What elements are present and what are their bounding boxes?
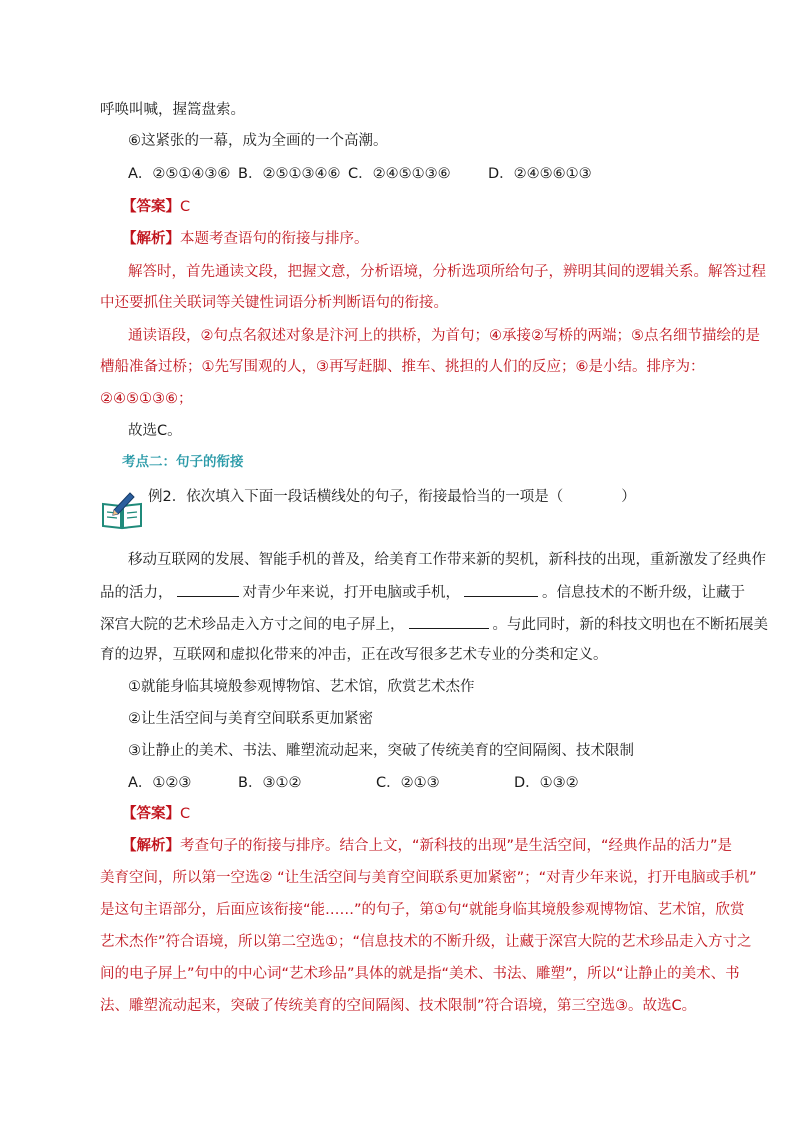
passage-text: 对青少年来说，打开电脑或手机， xyxy=(242,585,460,601)
blank-1 xyxy=(177,581,239,597)
q2-option-a: A．①②③ xyxy=(128,775,192,791)
blank-2 xyxy=(464,581,538,597)
q1-option-c: C．②④⑤①③⑥ xyxy=(348,166,451,182)
answer-value: C xyxy=(180,199,191,215)
q2-analysis-line3: 是这句主语部分，后面应该衔接“能……”的句子，第①句“就能身临其境般参观博物馆、艺术馆，欣赏 xyxy=(100,902,745,918)
blank-3 xyxy=(409,613,489,629)
q1-conclusion: 故选C。 xyxy=(128,423,182,439)
q2-options xyxy=(128,773,748,793)
passage-text: 。与此同时，新的科技文明也在不断拓展美 xyxy=(492,617,768,633)
passage-text: 品的活力， xyxy=(100,585,173,601)
q2-passage-line4: 育的边界，互联网和虚拟化带来的冲击，正在改写很多艺术专业的分类和定义。 xyxy=(100,647,608,663)
q1-options xyxy=(128,164,748,184)
q1-continuation: 呼唤叫喊，握篙盘索。 xyxy=(100,102,245,118)
q2-stem xyxy=(148,487,768,507)
answer-value: C xyxy=(180,806,191,822)
q2-passage-line3 xyxy=(100,613,768,635)
q1-analysis-p1-line2: 中还要抓住关联词等关键性词语分析判断语句的衔接。 xyxy=(100,295,448,311)
analysis-text: 考查句子的衔接与排序。结合上文，“新科技的出现”是生活空间，“经典作品的活力”是 xyxy=(180,838,733,854)
q1-analysis-p2-line3: ②④⑤①③⑥； xyxy=(100,391,193,407)
q2-stem-text: 例2．依次填入下面一段话横线处的句子，衔接最恰当的一项是（ xyxy=(148,489,564,505)
q2-analysis-line4: 艺术杰作”符合语境，所以第二空选①；“信息技术的不断升级，让藏于深宫大院的艺术珍品走入方寸之 xyxy=(100,934,752,950)
analysis-tag: 【解析】 xyxy=(122,838,180,854)
analysis-tag: 【解析】 xyxy=(122,231,180,247)
q2-option-d: D．①③② xyxy=(514,775,579,791)
book-pencil-icon xyxy=(100,490,144,530)
q1-analysis-p1-line1: 解答时，首先通读文段，把握文意，分析语境，分析选项所给句子，辨明其间的逻辑关系。解答过程 xyxy=(128,264,766,280)
answer-tag: 【答案】 xyxy=(122,806,180,822)
q1-item-6: ⑥这紧张的一幕，成为全画的一个高潮。 xyxy=(128,133,388,149)
answer-tag: 【答案】 xyxy=(122,199,180,215)
analysis-text: 本题考查语句的衔接与排序。 xyxy=(180,231,369,247)
q2-stem-end: ） xyxy=(621,489,636,505)
q2-analysis-line1 xyxy=(122,836,742,856)
q1-analysis-p2-line2: 槽船准备过桥；①先写围观的人，③再写赶脚、推车、挑担的人们的反应；⑥是小结。排序为： xyxy=(100,359,705,375)
q1-answer xyxy=(122,197,742,217)
q2-analysis-line6: 法、雕塑流动起来，突破了传统美育的空间隔阂、技术限制”符合语境，第三空选③。故选C。 xyxy=(100,998,697,1014)
section-title: 考点二：句子的衔接 xyxy=(122,454,244,470)
q2-option-c: C．②①③ xyxy=(376,775,440,791)
q1-analysis-p2-line1: 通读语段，②句点名叙述对象是汴河上的拱桥，为首句；④承接②写桥的两端；⑤点名细节描绘的是 xyxy=(128,328,760,344)
q2-sentence-2: ②让生活空间与美育空间联系更加紧密 xyxy=(128,711,373,727)
q1-analysis xyxy=(122,229,742,249)
q2-analysis-line2: 美育空间，所以第一空选② “让生活空间与美育空间联系更加紧密”；“对青少年来说，打开电脑或手机” xyxy=(100,870,757,886)
q2-sentence-3: ③让静止的美术、书法、雕塑流动起来，突破了传统美育的空间隔阂、技术限制 xyxy=(128,743,634,759)
q1-option-b: B．②⑤①③④⑥ xyxy=(238,166,341,182)
q2-passage-line2 xyxy=(100,581,745,603)
q2-passage-line1: 移动互联网的发展、智能手机的普及，给美育工作带来新的契机，新科技的出现，重新激发了经典作 xyxy=(128,552,766,568)
passage-text: 深宫大院的艺术珍品走入方寸之间的电子屏上， xyxy=(100,617,405,633)
q2-answer xyxy=(122,804,742,824)
passage-text: 。信息技术的不断升级，让藏于 xyxy=(542,585,745,601)
q1-option-d: D．②④⑤⑥①③ xyxy=(488,166,592,182)
q1-option-a: A．②⑤①④③⑥ xyxy=(128,166,231,182)
q2-sentence-1: ①就能身临其境般参观博物馆、艺术馆，欣赏艺术杰作 xyxy=(128,679,475,695)
q2-option-b: B．③①② xyxy=(238,775,302,791)
q2-analysis-line5: 间的电子屏上”句中的中心词“艺术珍品”具体的就是指“美术、书法、雕塑”，所以“让静止的美术、书 xyxy=(100,966,740,982)
